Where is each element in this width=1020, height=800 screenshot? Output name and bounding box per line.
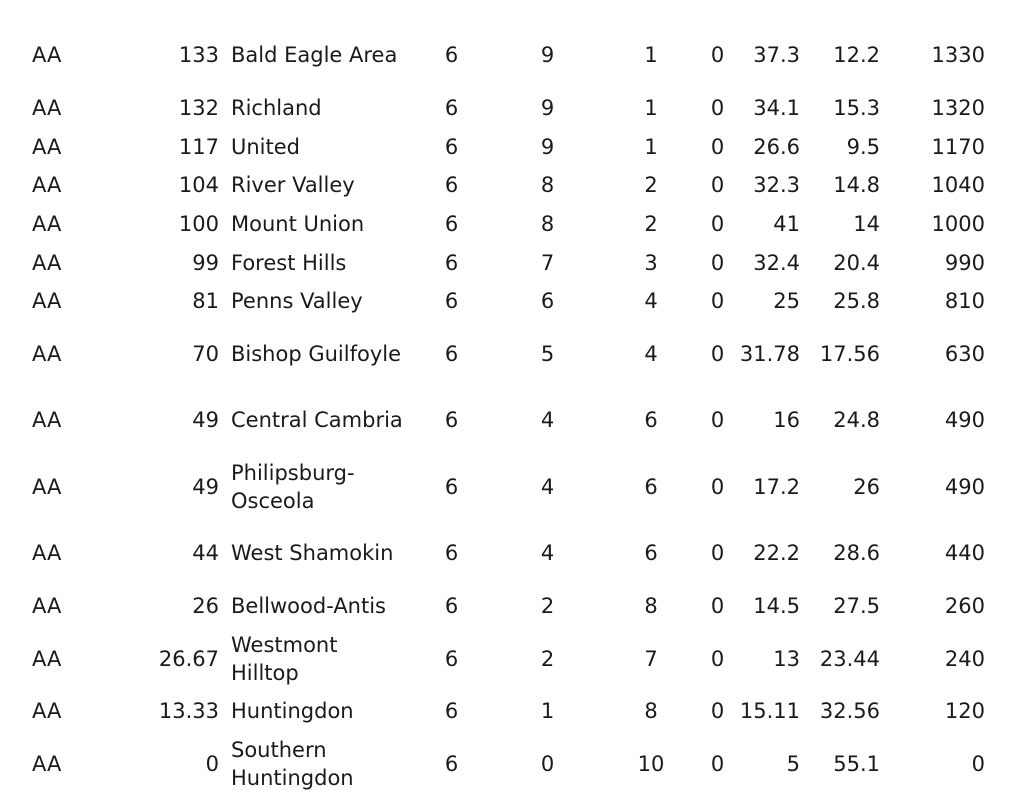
wins-cell: 5 xyxy=(540,341,555,366)
points-cell: 13.33 xyxy=(158,699,219,724)
total-cell: 120 xyxy=(944,699,985,724)
losses-cell: 4 xyxy=(644,289,658,314)
points-against-cell: 23.44 xyxy=(819,646,880,671)
losses-cell: 1 xyxy=(644,43,658,68)
points-cell: 100 xyxy=(178,211,219,236)
class-cell: AA xyxy=(32,250,62,275)
losses-cell: 3 xyxy=(644,250,658,275)
games-cell: 6 xyxy=(444,43,459,68)
points-against-cell: 55.1 xyxy=(833,751,880,776)
total-cell: 1330 xyxy=(931,43,985,68)
points-cell: 49 xyxy=(192,474,219,499)
total-cell: 440 xyxy=(944,541,985,566)
class-cell: AA xyxy=(32,211,62,236)
points-cell: 133 xyxy=(178,43,219,68)
ties-cell: 0 xyxy=(710,474,725,499)
games-cell: 6 xyxy=(444,341,459,366)
points-for-cell: 32.3 xyxy=(753,173,800,198)
class-cell: AA xyxy=(32,43,62,68)
table-row xyxy=(0,22,985,89)
team-name-cell: River Valley xyxy=(231,173,355,198)
losses-cell: 10 xyxy=(637,751,665,776)
points-cell: 70 xyxy=(192,341,219,366)
points-cell: 81 xyxy=(192,289,219,314)
points-against-cell: 28.6 xyxy=(833,541,880,566)
points-for-cell: 22.2 xyxy=(753,541,800,566)
points-cell: 26 xyxy=(192,593,219,618)
table-row xyxy=(0,127,985,166)
total-cell: 990 xyxy=(944,250,985,275)
points-for-cell: 13 xyxy=(773,646,800,671)
team-name-cell: Philipsburg-Osceola xyxy=(231,460,355,513)
points-against-cell: 12.2 xyxy=(833,43,880,68)
points-against-cell: 32.56 xyxy=(819,699,880,724)
total-cell: 1170 xyxy=(931,134,985,159)
games-cell: 6 xyxy=(444,250,459,275)
table-row xyxy=(0,387,985,454)
losses-cell: 6 xyxy=(644,541,658,566)
losses-cell: 2 xyxy=(644,173,658,198)
games-cell: 6 xyxy=(444,95,459,120)
total-cell: 630 xyxy=(944,341,985,366)
class-cell: AA xyxy=(32,593,62,618)
ties-cell: 0 xyxy=(710,699,725,724)
wins-cell: 6 xyxy=(540,289,555,314)
points-against-cell: 14.8 xyxy=(833,173,880,198)
class-cell: AA xyxy=(32,289,62,314)
points-for-cell: 31.78 xyxy=(739,341,800,366)
total-cell: 240 xyxy=(944,646,985,671)
points-for-cell: 15.11 xyxy=(739,699,800,724)
wins-cell: 4 xyxy=(540,541,555,566)
class-cell: AA xyxy=(32,95,62,120)
points-against-cell: 27.5 xyxy=(833,593,880,618)
games-cell: 6 xyxy=(444,751,459,776)
total-cell: 260 xyxy=(944,593,985,618)
table-row xyxy=(0,321,985,388)
points-cell: 0 xyxy=(205,751,219,776)
losses-cell: 8 xyxy=(644,699,658,724)
ties-cell: 0 xyxy=(710,289,725,314)
games-cell: 6 xyxy=(444,134,459,159)
ties-cell: 0 xyxy=(710,43,725,68)
games-cell: 6 xyxy=(444,593,459,618)
points-against-cell: 9.5 xyxy=(846,134,880,159)
team-name-cell: Bald Eagle Area xyxy=(231,43,398,68)
wins-cell: 2 xyxy=(540,646,555,671)
wins-cell: 9 xyxy=(540,95,555,120)
team-name-cell: Penns Valley xyxy=(231,289,363,314)
points-cell: 99 xyxy=(192,250,219,275)
table-row xyxy=(0,625,985,692)
games-cell: 6 xyxy=(444,408,459,433)
class-cell: AA xyxy=(32,474,62,499)
losses-cell: 6 xyxy=(644,408,658,433)
ties-cell: 0 xyxy=(710,751,725,776)
wins-cell: 9 xyxy=(540,43,555,68)
points-against-cell: 24.8 xyxy=(833,408,880,433)
points-against-cell: 25.8 xyxy=(833,289,880,314)
points-cell: 26.67 xyxy=(158,646,219,671)
losses-cell: 7 xyxy=(644,646,658,671)
points-cell: 49 xyxy=(192,408,219,433)
ties-cell: 0 xyxy=(710,341,725,366)
standings-table xyxy=(0,22,985,797)
ties-cell: 0 xyxy=(710,541,725,566)
total-cell: 0 xyxy=(971,751,985,776)
team-name-cell: Richland xyxy=(231,95,322,120)
class-cell: AA xyxy=(32,134,62,159)
games-cell: 6 xyxy=(444,541,459,566)
losses-cell: 6 xyxy=(644,474,658,499)
games-cell: 6 xyxy=(444,699,459,724)
wins-cell: 4 xyxy=(540,474,555,499)
team-name-cell: Huntingdon xyxy=(231,699,354,724)
games-cell: 6 xyxy=(444,289,459,314)
ties-cell: 0 xyxy=(710,646,725,671)
losses-cell: 8 xyxy=(644,593,658,618)
wins-cell: 0 xyxy=(540,751,555,776)
ties-cell: 0 xyxy=(710,250,725,275)
points-against-cell: 14 xyxy=(853,211,880,236)
points-for-cell: 14.5 xyxy=(753,593,800,618)
losses-cell: 1 xyxy=(644,95,658,120)
table-row xyxy=(0,731,985,798)
total-cell: 1320 xyxy=(931,95,985,120)
table-row xyxy=(0,692,985,731)
points-against-cell: 17.56 xyxy=(819,341,880,366)
points-for-cell: 25 xyxy=(773,289,800,314)
points-for-cell: 34.1 xyxy=(753,95,800,120)
ties-cell: 0 xyxy=(710,593,725,618)
wins-cell: 4 xyxy=(540,408,555,433)
points-for-cell: 37.3 xyxy=(753,43,800,68)
team-name-cell: Southern Huntingdon xyxy=(231,737,354,790)
wins-cell: 2 xyxy=(540,593,555,618)
class-cell: AA xyxy=(32,341,62,366)
points-for-cell: 32.4 xyxy=(753,250,800,275)
team-name-cell: Bellwood-Antis xyxy=(231,593,386,618)
total-cell: 490 xyxy=(944,474,985,499)
table-row xyxy=(0,520,985,587)
class-cell: AA xyxy=(32,408,62,433)
table-row xyxy=(0,587,985,626)
class-cell: AA xyxy=(32,173,62,198)
team-name-cell: Central Cambria xyxy=(231,408,403,433)
table-row xyxy=(0,243,985,282)
team-name-cell: Westmont Hilltop xyxy=(231,632,338,685)
ties-cell: 0 xyxy=(710,173,725,198)
wins-cell: 8 xyxy=(540,211,555,236)
points-for-cell: 16 xyxy=(773,408,800,433)
points-cell: 117 xyxy=(178,134,219,159)
table-row xyxy=(0,89,985,128)
class-cell: AA xyxy=(32,699,62,724)
losses-cell: 1 xyxy=(644,134,658,159)
table-row xyxy=(0,282,985,321)
points-against-cell: 15.3 xyxy=(833,95,880,120)
team-name-cell: Mount Union xyxy=(231,211,365,236)
points-for-cell: 5 xyxy=(786,751,800,776)
wins-cell: 7 xyxy=(540,250,555,275)
team-name-cell: United xyxy=(231,134,300,159)
points-against-cell: 20.4 xyxy=(833,250,880,275)
points-for-cell: 17.2 xyxy=(753,474,800,499)
games-cell: 6 xyxy=(444,211,459,236)
points-for-cell: 41 xyxy=(773,211,800,236)
total-cell: 810 xyxy=(944,289,985,314)
class-cell: AA xyxy=(32,751,62,776)
table-row xyxy=(0,454,985,521)
ties-cell: 0 xyxy=(710,134,725,159)
total-cell: 490 xyxy=(944,408,985,433)
losses-cell: 2 xyxy=(644,211,658,236)
points-cell: 132 xyxy=(178,95,219,120)
wins-cell: 8 xyxy=(540,173,555,198)
games-cell: 6 xyxy=(444,474,459,499)
wins-cell: 1 xyxy=(540,699,555,724)
points-for-cell: 26.6 xyxy=(753,134,800,159)
ties-cell: 0 xyxy=(710,211,725,236)
ties-cell: 0 xyxy=(710,408,725,433)
points-cell: 44 xyxy=(192,541,219,566)
points-cell: 104 xyxy=(178,173,219,198)
wins-cell: 9 xyxy=(540,134,555,159)
total-cell: 1000 xyxy=(931,211,985,236)
team-name-cell: Bishop Guilfoyle xyxy=(231,341,402,366)
standings-body xyxy=(0,22,985,797)
class-cell: AA xyxy=(32,646,62,671)
total-cell: 1040 xyxy=(931,173,985,198)
points-against-cell: 26 xyxy=(853,474,880,499)
table-row xyxy=(0,166,985,205)
team-name-cell: Forest Hills xyxy=(231,250,347,275)
losses-cell: 4 xyxy=(644,341,658,366)
table-row xyxy=(0,205,985,244)
games-cell: 6 xyxy=(444,646,459,671)
games-cell: 6 xyxy=(444,173,459,198)
class-cell: AA xyxy=(32,541,62,566)
team-name-cell: West Shamokin xyxy=(231,541,394,566)
ties-cell: 0 xyxy=(710,95,725,120)
